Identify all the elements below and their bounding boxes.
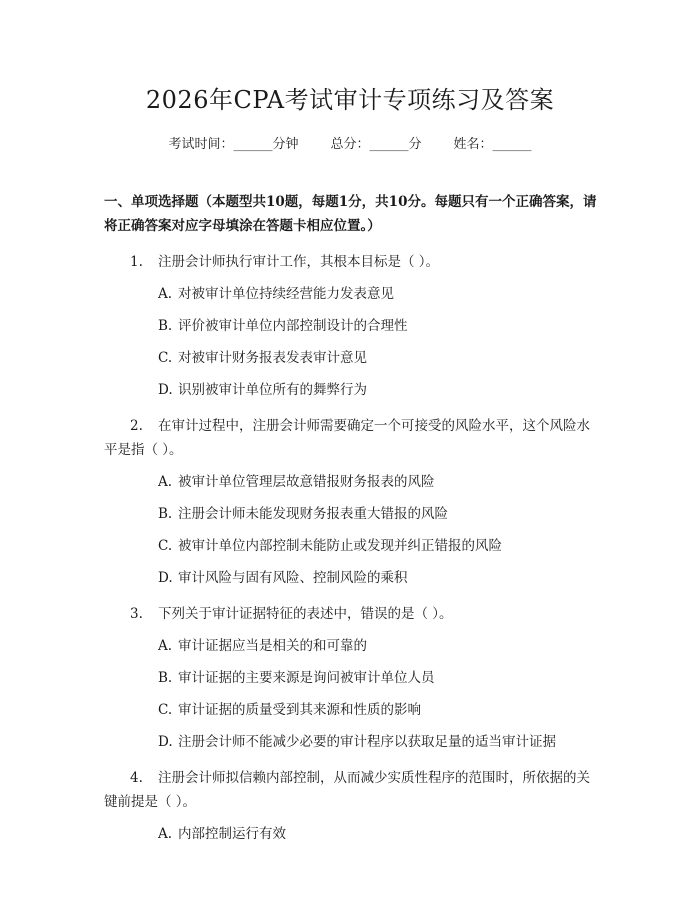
option-letter: C. [158,350,173,366]
question-stem [104,602,596,626]
option-letter: D. [158,570,173,586]
option-letter: A. [158,286,173,302]
document-title: 2026年CPA考试审计专项练习及答案 [145,86,555,114]
question-text: 注册会计师执行审计工作，其根本目标是（ ）。 [158,254,440,270]
question-text: 下列关于审计证据特征的表述中，错误的是（ ）。 [158,606,453,622]
question-text: 在审计过程中，注册会计师需要确定一个可接受的风险水平，这个风险水平是指（ ）。 [104,418,590,458]
option-text: 对被审计单位持续经营能力发表意见 [178,286,394,302]
option-letter: B. [158,318,173,334]
option-text: 注册会计师未能发现财务报表重大错报的风险 [178,506,448,522]
question-stem [104,414,596,462]
option-text: 被审计单位管理层故意错报财务报表的风险 [178,474,435,490]
total-score-field: 总分：______分 [330,137,422,152]
section-heading: 一、单项选择题（本题型共10题，每题1分，共10分。每题只有一个正确答案，请将正确答案对应字母填涂在答题卡相应位置。） [104,194,597,234]
option-letter: A. [158,638,173,654]
option-letter: B. [158,670,173,686]
option-a [104,822,596,846]
option-d [104,566,596,590]
exam-time-field: 考试时间：______分钟 [168,137,299,152]
option-text: 被审计单位内部控制未能防止或发现并纠正错报的风险 [178,538,502,554]
option-c [104,346,596,370]
question-number: 2. [130,418,143,434]
name-field: 姓名：______ [453,137,532,152]
question-number: 4. [130,770,143,786]
option-text: 注册会计师不能减少必要的审计程序以获取足量的适当审计证据 [178,734,556,750]
exam-meta [104,136,596,154]
question-number: 1. [130,254,143,270]
option-letter: B. [158,506,173,522]
option-a [104,470,596,494]
question-2 [104,414,596,590]
option-text: 审计证据的主要来源是询问被审计单位人员 [178,670,435,686]
option-d [104,378,596,402]
question-4 [104,766,596,846]
option-text: 对被审计财务报表发表审计意见 [178,350,367,366]
option-d [104,730,596,754]
question-1 [104,250,596,402]
option-text: 审计证据的质量受到其来源和性质的影响 [178,702,421,718]
question-3 [104,602,596,754]
option-a [104,282,596,306]
option-text: 审计风险与固有风险、控制风险的乘积 [178,570,408,586]
option-text: 内部控制运行有效 [178,826,286,842]
question-stem [104,250,596,274]
option-letter: D. [158,734,173,750]
option-text: 识别被审计单位所有的舞弊行为 [178,382,367,398]
question-stem [104,766,596,814]
option-c [104,698,596,722]
option-letter: A. [158,474,173,490]
option-a [104,634,596,658]
question-text: 注册会计师拟信赖内部控制，从而减少实质性程序的范围时，所依据的关键前提是（ ）。 [104,770,590,810]
option-letter: D. [158,382,173,398]
option-text: 评价被审计单位内部控制设计的合理性 [178,318,408,334]
option-text: 审计证据应当是相关的和可靠的 [178,638,367,654]
option-b [104,666,596,690]
option-letter: C. [158,538,173,554]
option-b [104,502,596,526]
question-number: 3. [130,606,143,622]
option-c [104,534,596,558]
option-letter: A. [158,826,173,842]
option-letter: C. [158,702,173,718]
option-b [104,314,596,338]
